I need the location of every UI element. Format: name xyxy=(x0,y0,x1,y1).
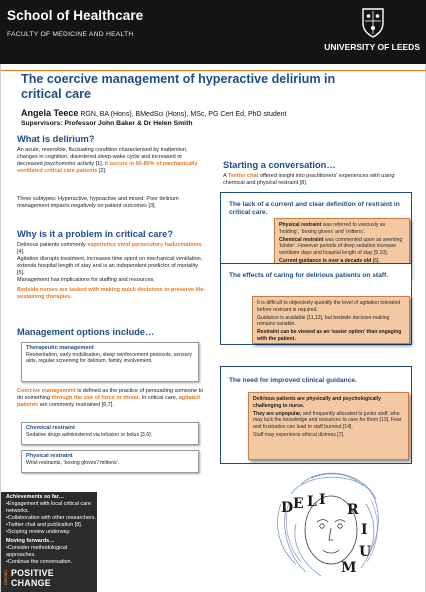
therapeutic-body: Reorientation, early mobilisation, sleep reinforcement protocols, sensory aids, regular screening for delirium, family involvement. xyxy=(26,352,192,365)
physical-body: Wrist restraints, ‘boxing gloves’/‘mittens’. xyxy=(26,460,120,466)
twitter-chat-highlight: Twitter chat xyxy=(227,173,259,179)
detail-text: was commented upon as seeming ‘kinder’. However periods of deep sedation increase ventilator days and hospital length of stay [9,10]. xyxy=(279,236,403,256)
why-paragraph xyxy=(17,242,207,301)
heading-conversation: Starting a conversation… xyxy=(223,160,336,170)
detail-bold: They are unpopular, xyxy=(253,410,302,417)
detail-bold: Physical restraint xyxy=(279,222,322,228)
art-letter: I xyxy=(361,522,368,538)
detail-text: and frequently allocated to junior staff, who may lack the knowledge and resources to care for them [13]. Fear and frustration can lead to staff burnout [14]. xyxy=(253,410,402,430)
art-letter: D xyxy=(281,500,294,516)
author-line xyxy=(21,108,287,118)
finding-staff-title: The effects of caring for delirious patients on staff. xyxy=(229,272,389,279)
university-crest-icon xyxy=(362,8,384,38)
author-name: Angela Teece xyxy=(21,108,79,118)
detail-line xyxy=(253,396,404,409)
why-line1 xyxy=(17,242,207,256)
detail-line xyxy=(253,432,404,439)
achievement-item: •Scoping review underway. xyxy=(6,528,71,535)
forward-item: •Continue the conversation. xyxy=(6,559,73,566)
positive-logo-text: POSITIVE xyxy=(11,568,54,578)
coercive-paragraph xyxy=(17,388,209,409)
finding-definition-title: The lack of a current and clear definition of restraint in critical care. xyxy=(229,201,400,216)
intro-text-rest: offered insight into practitioners’ experiences with using chemical and physical restraint [8]. xyxy=(223,173,395,186)
delirium-letters xyxy=(281,492,401,586)
detail-text: [6]. xyxy=(371,257,380,264)
why-line3: Management has implications for staffing and resources. xyxy=(17,276,155,283)
detail-text: It is difficult to objectively quantify the level of agitation tolerated before restraint is required. xyxy=(257,300,401,313)
chemical-body: Sedative drugs administered via infusion or bolus [3,6]. xyxy=(26,432,153,438)
footer-band xyxy=(1,492,97,592)
title-rule xyxy=(1,70,426,71)
poster-title-line1: The coercive management of hyperactive delirium in xyxy=(21,72,336,86)
detail-bold: Restraint can be viewed as an ‘easier option’ than engaging with the patient. xyxy=(257,329,402,342)
art-letter: U xyxy=(359,544,372,560)
detail-line xyxy=(257,329,405,342)
art-letter: M xyxy=(341,560,357,576)
conversation-intro xyxy=(223,173,413,187)
therapeutic-title: Therapeutic management xyxy=(26,345,94,351)
chemical-restraint-box xyxy=(21,422,199,445)
physical-title: Physical restraint xyxy=(26,453,73,459)
detail-line xyxy=(257,300,405,313)
coercive-def: is defined as the practice of persuading someone to do something xyxy=(17,388,204,401)
detail-line xyxy=(257,315,405,328)
coercive-agitated: agitated patients xyxy=(17,394,200,408)
author-credentials: RGN, BA (Hons), BMedSci (Hons), MSc, PG Cert Ed, PhD student xyxy=(80,111,287,118)
university-name: UNIVERSITY OF LEEDS xyxy=(324,42,420,52)
coercive-force: through the use of force or threat. xyxy=(51,394,141,401)
what-text: An acute, reversible, fluctuating condition characterised by inattention, changes in cognition, disordered sleep-wake cycle and increased or decreased psychomotor activity [1]. xyxy=(17,147,188,167)
detail-line xyxy=(279,237,405,257)
why-text: Delirious patients commonly xyxy=(17,242,86,248)
art-letter: R xyxy=(347,502,359,518)
coercive-restrained: are commonly restrained [6,7]. xyxy=(39,401,114,408)
why-line4: Bedside nurses are tasked with making quick decisions to preserve life-sustaining therapies. xyxy=(17,287,206,301)
achievements xyxy=(6,494,96,566)
therapeutic-box xyxy=(21,342,199,382)
chemical-title: Chemical restraint xyxy=(26,425,75,431)
heading-what-is-delirium: What is delirium? xyxy=(17,134,95,144)
finding-staff-detail xyxy=(252,296,410,344)
detail-line xyxy=(279,222,405,235)
achievement-item: •Collaboration with other researchers. xyxy=(6,514,96,521)
detail-text: Staff may experience ethical distress [7]. xyxy=(253,431,345,438)
detail-line xyxy=(253,411,404,431)
why-highlight: experience vivid persecutory hallucinations xyxy=(87,242,202,248)
what-paragraph xyxy=(17,147,207,175)
moving-forwards-title: Moving forwards… xyxy=(6,538,55,545)
finding-guidance-title: The need for improved clinical guidance. xyxy=(229,377,357,384)
intro-text: A xyxy=(223,173,227,179)
achievement-item: •Engagement with local critical care networks. xyxy=(6,500,91,514)
art-letter: E xyxy=(293,496,304,512)
forward-item: •Consider methodological approaches. xyxy=(6,545,68,559)
subtypes-paragraph: Three subtypes: Hyperactive, hypoactive and mixed. Poor delirium management impacts negatively on patient outcomes [3]. xyxy=(17,196,179,209)
finding-guidance-detail xyxy=(248,392,409,460)
heading-why-problem: Why is it a problem in critical care? xyxy=(17,229,174,239)
achievements-title: Achievements so far… xyxy=(6,494,65,500)
poster-header xyxy=(0,0,426,64)
poster-title-line2: critical care xyxy=(21,86,92,101)
supervisors: Supervisors: Professor John Baker & Dr Helen Smith xyxy=(21,120,193,127)
faculty-name: FACULTY OF MEDICINE AND HEALTH xyxy=(7,31,134,38)
why-line2: Agitation disrupts treatment, increases time spent on mechanical ventilation, extends hospital length of stay and is an independent predictor of mortality [5]. xyxy=(17,255,203,276)
what-ref: [2]. xyxy=(98,167,107,174)
what-highlight: It occurs in 60-80% of mechanically ventilated critical care patients xyxy=(17,160,198,174)
poster-title xyxy=(21,72,411,102)
physical-restraint-box xyxy=(21,450,199,473)
coercive-cc: In critical care, xyxy=(141,394,178,401)
art-letter: L xyxy=(307,494,317,510)
school-name: School of Healthcare xyxy=(7,8,144,23)
poster-body xyxy=(0,64,426,592)
detail-bold: Current guidance is over a decade old xyxy=(279,257,372,264)
detail-bold: Chemical restraint xyxy=(279,236,324,243)
detail-text: Guidance is available [11,12], but bedside decision-making remains variable. xyxy=(257,314,390,327)
why-ref: [4]. xyxy=(17,248,25,255)
detail-text: was referred to variously as ‘holding’, ‘boxing gloves’ and ‘mittens’. xyxy=(279,222,386,235)
art-letter: I xyxy=(319,492,326,508)
driving-label: DRIVING xyxy=(4,570,8,585)
heading-management: Management options include… xyxy=(17,327,155,337)
achievement-item: •Twitter chat and publication [8]. xyxy=(6,521,83,528)
coercive-term: Coercive management xyxy=(17,388,76,394)
change-logo-text: CHANGE xyxy=(11,578,51,588)
detail-bold: Delirious patients are physically and psychologically challenging to nurse. xyxy=(253,396,381,409)
